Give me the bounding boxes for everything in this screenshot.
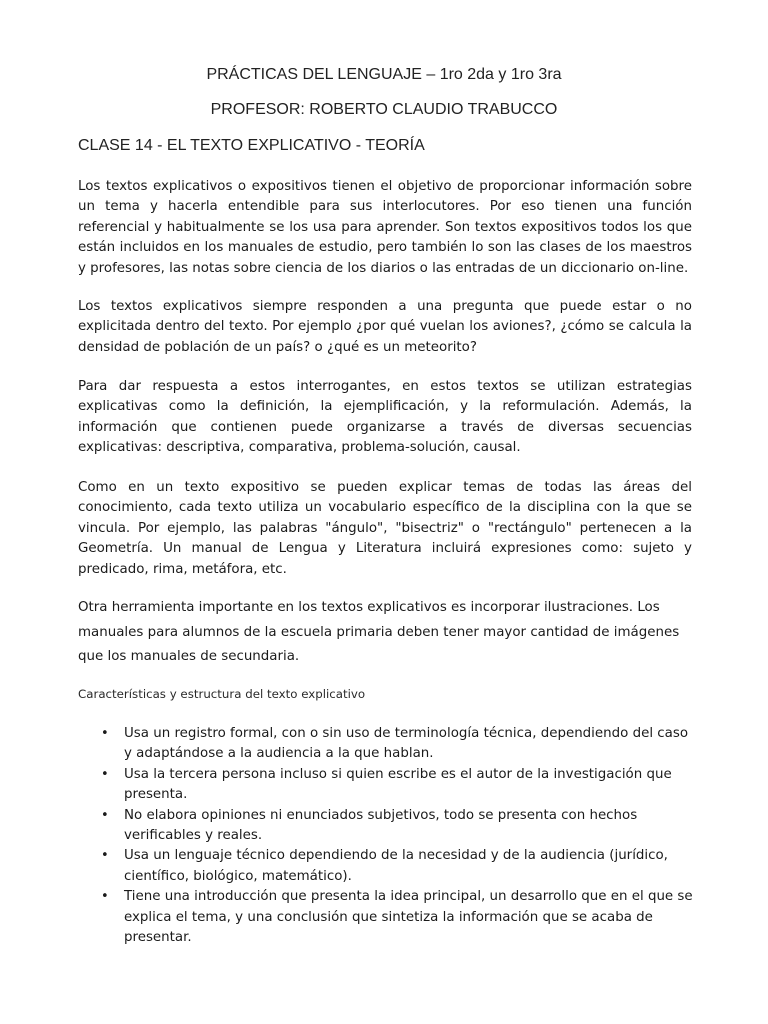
list-item-text: Usa la tercera persona incluso si quien escribe es el autor de la investigación que presenta. <box>124 766 672 803</box>
list-item <box>101 846 696 887</box>
list-item <box>101 765 696 806</box>
list-item <box>101 806 696 847</box>
document-title: PRÁCTICAS DEL LENGUAJE – 1ro 2da y 1ro 3ra <box>206 66 562 83</box>
features-list <box>101 724 696 948</box>
bullet-icon: • <box>101 889 109 905</box>
bullet-icon: • <box>101 766 109 782</box>
bullet-icon: • <box>101 726 109 741</box>
list-item-text: Tiene una introducción que presenta la idea principal, un desarrollo que en el que se explica el tema, y una conclusión que sintetiza la información que se acaba de presentar. <box>124 889 693 946</box>
paragraph-strategies: Para dar respuesta a estos interrogantes, en estos textos se utilizan estrategias explicativas como la definición, la ejemplificación, y la reformulación. Además, la información que contienen puede organizarse a través de diversas secuencias explicativas: descriptiva, comparativa, problema-solución, causal. <box>78 379 692 456</box>
class-title: CLASE 14 - EL TEXTO EXPLICATIVO - TEORÍA <box>78 137 425 154</box>
section-subheading: Características y estructura del texto explicativo <box>78 687 366 701</box>
list-item-text: Usa un registro formal, con o sin uso de terminología técnica, dependiendo del caso y adaptándose a la audiencia a la que hablan. <box>124 726 689 762</box>
paragraph-illustrations: Otra herramienta importante en los textos explicativos es incorporar ilustraciones. Los manuales para alumnos de la escuela primaria deben tener mayor cantidad de imágenes que los manuales de secundaria. <box>78 600 680 664</box>
list-item-text: Usa un lenguaje técnico dependiendo de la necesidad y de la audiencia (jurídico, científico, biológico, matemático). <box>124 848 668 884</box>
list-item-text: No elabora opiniones ni enunciados subjetivos, todo se presenta con hechos verificables y reales. <box>124 807 638 844</box>
bullet-icon: • <box>101 807 109 823</box>
paragraph-definition: Los textos explicativos o expositivos tienen el objetivo de proporcionar información sobre un tema y hacerla entendible para sus interlocutores. Por eso tienen una función referencial y habitualmente se los usa para aprender. Son textos expositivos todos los que están incluidos en los manuales de estudio, pero también lo son las clases de los maestros y profesores, las notas sobre ciencia de los diarios o las entradas de un diccionario on-line. <box>78 179 692 276</box>
list-item <box>101 887 696 948</box>
list-item <box>101 724 696 765</box>
paragraph-vocabulary: Como en un texto expositivo se pueden explicar temas de todas las áreas del conocimiento, cada texto utiliza un vocabulario específico de la disciplina con la que se vincula. Por ejemplo, las palabras "ángulo", "bisectriz" o "rectángulo" pertenecen a la Geometría. Un manual de Lengua y Literatura incluirá expresiones como: sujeto y predicado, rima, metáfora, etc. <box>78 480 692 577</box>
paragraph-questions: Los textos explicativos siempre responden a una pregunta que puede estar o no explicitada dentro del texto. Por ejemplo ¿por qué vuelan los aviones?, ¿cómo se calcula la densidad de población de un país? o ¿qué es un meteorito? <box>78 299 692 355</box>
teacher-name: PROFESOR: ROBERTO CLAUDIO TRABUCCO <box>210 101 558 118</box>
bullet-icon: • <box>101 848 109 864</box>
